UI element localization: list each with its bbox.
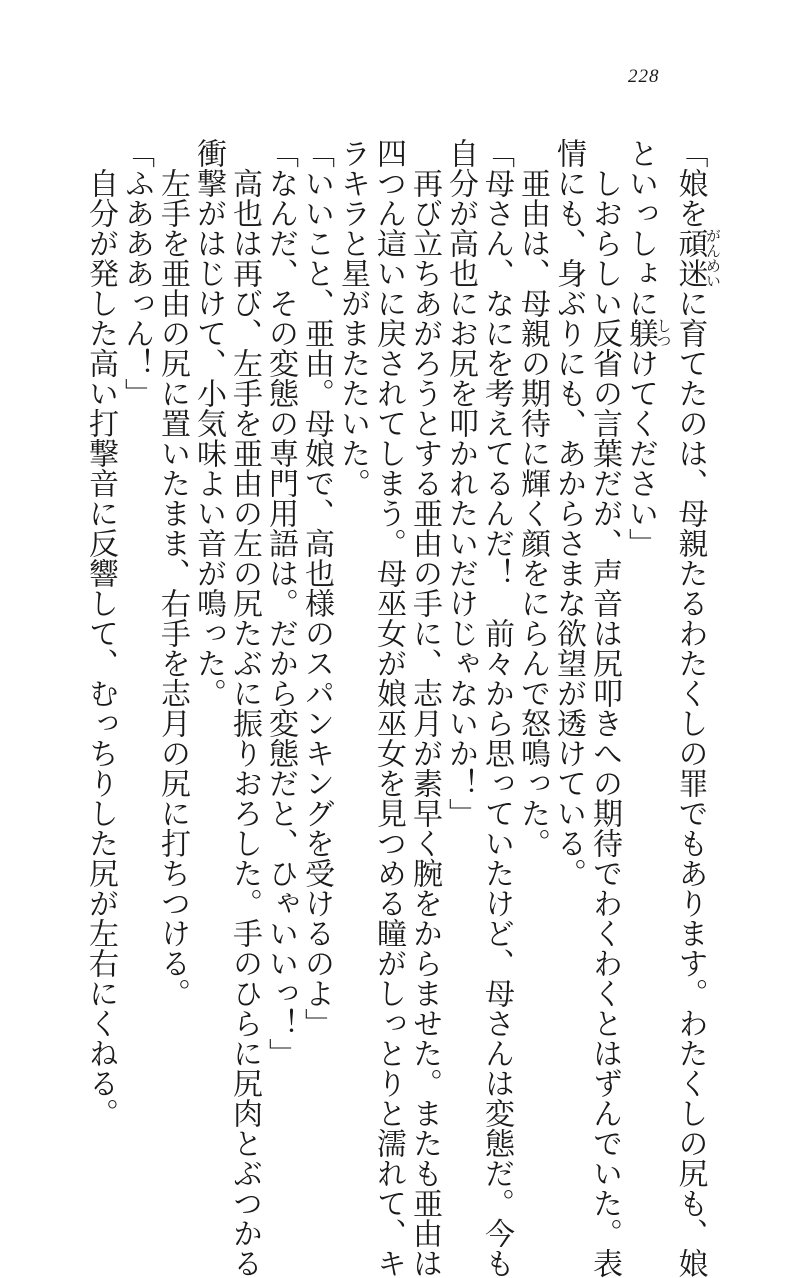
ruby-shitsu: 躾しつ [623, 318, 673, 348]
text-line: 自分が高也にお尻を叩かれたいだけじゃないか！」 [443, 138, 478, 828]
text-line: 「いいこと、亜由。母娘で、高也様のスパンキングを受けるのよ」 [299, 138, 334, 1038]
text-line: 四つん這いに戻されてしまう。母巫女が娘巫女を見つめる瞳がしっとりと濡れて、キ [371, 138, 406, 1278]
body-text [82, 138, 722, 1278]
text-line: 「母さん、なにを考えてるんだ！ 前々から思っていたけど、母さんは変態だ。今も [479, 138, 514, 1278]
text-line: 衝撃がはじけて、小気味よい音が鳴った。 [191, 138, 226, 708]
text-line: 「ふあああっん！」 [119, 138, 154, 408]
text-line: 「娘を頑迷がんめいに育てたのは、母親たるわたくしの罪でもあります。わたくしの尻も、娘 [672, 138, 722, 1278]
ruby-ganmei: 頑迷がんめい [672, 228, 722, 288]
text-line: 情にも、身ぶりにも、あからさまな欲望が透けている。 [551, 138, 586, 888]
text-line: 再び立ちあがろうとする亜由の手に、志月が素早く腕をからませた。またも亜由は [407, 168, 442, 1278]
text-line: 左手を亜由の尻に置いたまま、右手を志月の尻に打ちつける。 [155, 168, 190, 1008]
text-line: 亜由は、母親の期待に輝く顔をにらんで怒鳴った。 [515, 168, 550, 858]
text-line: 高也は再び、左手を亜由の左の尻たぶに振りおろした。手のひらに尻肉とぶつかる [227, 168, 262, 1278]
text-line: 「なんだ、その変態の専門用語は。だから変態だと、ひゃいいっ！」 [263, 138, 298, 1068]
text-line: といっしょに躾しつけてください」 [623, 138, 673, 558]
page-number: 228 [628, 66, 660, 87]
text-line: ラキラと星がまたたいた。 [335, 138, 370, 498]
text-line: 自分が発した高い打撃音に反響して、むっちりした尻が左右にくねる。 [83, 168, 118, 1128]
text-line: しおらしい反省の言葉だが、声音は尻叩きへの期待でわくわくとはずんでいた。表 [587, 168, 622, 1278]
